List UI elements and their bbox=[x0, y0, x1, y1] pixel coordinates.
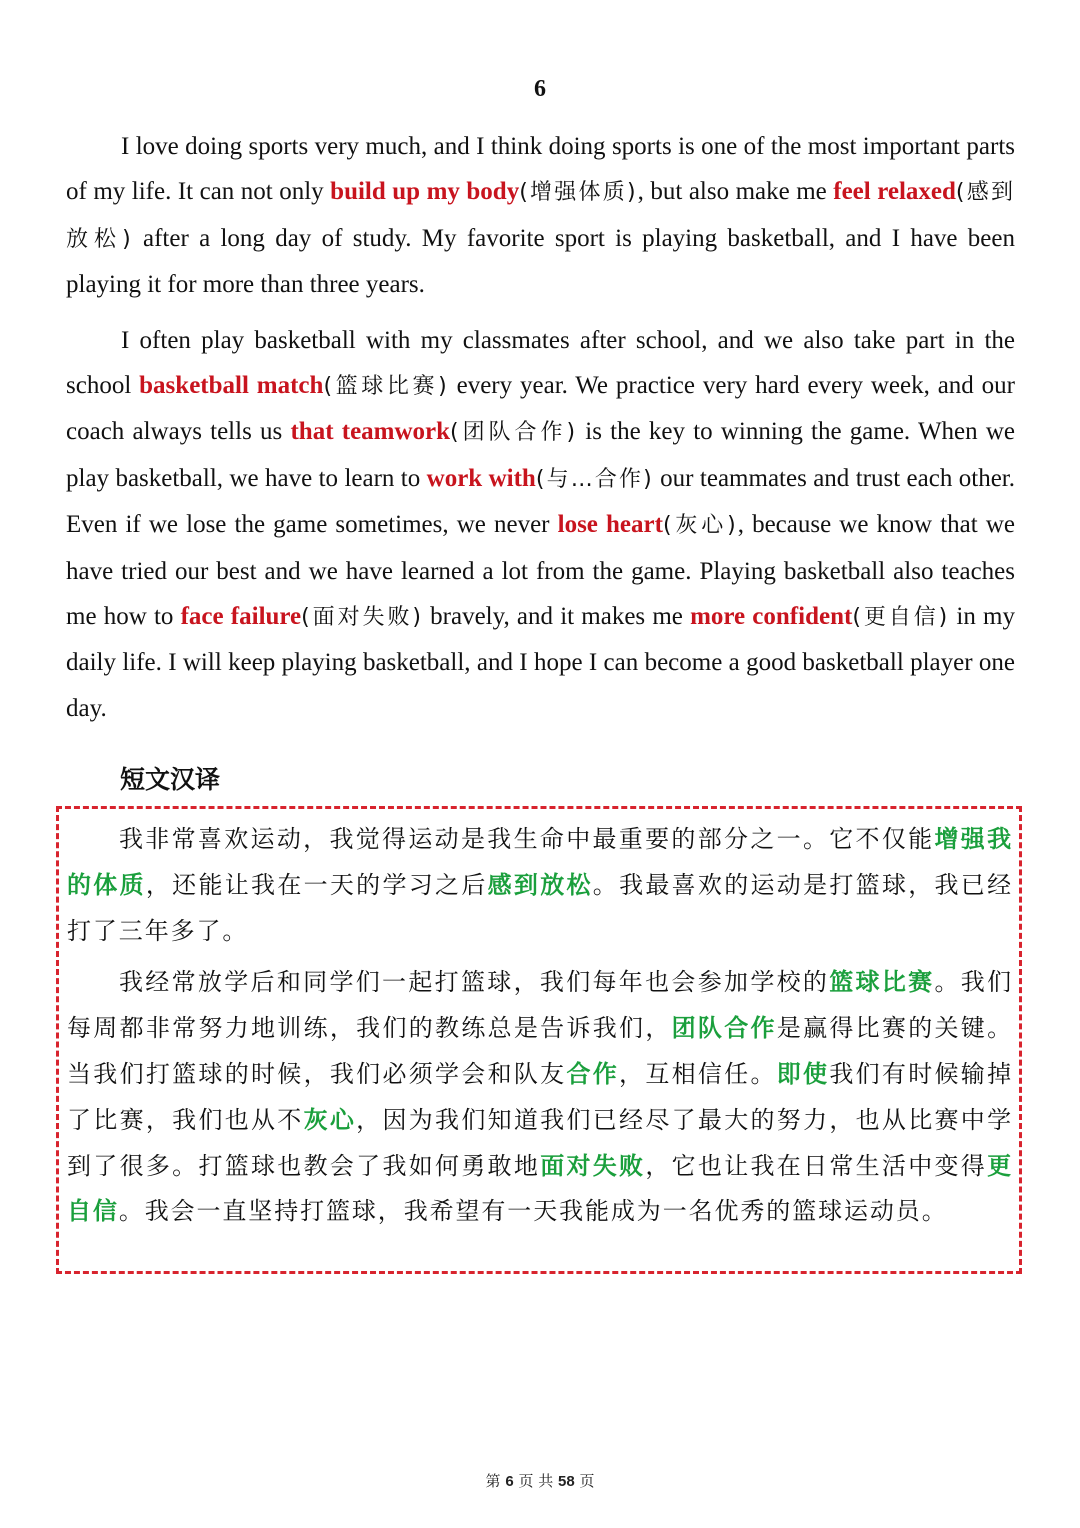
keyword-zh-2: 感到放松 bbox=[487, 870, 593, 899]
translation-text: ，因为我们知道我们已经尽了最大的努力，也从比赛中学到了很多。打篮球也教会了我如何勇敢地 bbox=[67, 1105, 1013, 1180]
footer-total-pages: 58 bbox=[558, 1473, 575, 1490]
keyword-build-up-my-body: build up my body bbox=[330, 178, 520, 206]
keyword-zh-7: 灰心 bbox=[303, 1105, 357, 1134]
translation-text: ，它也让我在日常生活中变得 bbox=[645, 1151, 988, 1180]
keyword-that-teamwork: that teamwork bbox=[290, 418, 451, 446]
footer-text: 页 共 bbox=[518, 1472, 554, 1490]
gloss-miandui-shibai: (面对失败) bbox=[301, 605, 423, 631]
gloss-zengqiang-tizhi: (增强体质) bbox=[519, 180, 638, 206]
keyword-zh-4: 团队合作 bbox=[671, 1014, 777, 1043]
keyword-zh-8: 面对失败 bbox=[540, 1151, 646, 1180]
keyword-work-with: work with bbox=[426, 464, 536, 492]
gloss-gandao-fangsong: (感到放松) bbox=[66, 180, 1015, 252]
essay-paragraph-2 bbox=[66, 318, 1015, 732]
english-essay bbox=[66, 124, 1015, 741]
keyword-more-confident: more confident bbox=[690, 603, 853, 631]
keyword-zh-9: 更自信 bbox=[67, 1151, 1013, 1226]
keyword-zh-3: 篮球比赛 bbox=[829, 968, 935, 997]
keyword-lose-heart: lose heart bbox=[557, 511, 663, 539]
translation-paragraph-1 bbox=[67, 817, 1013, 954]
translation-text: 我们有时候输掉了比赛，我们也从不 bbox=[67, 1059, 1013, 1134]
footer-text: 第 bbox=[485, 1472, 501, 1490]
essay-text: every year. We practice very hard every week, and our coach always tells us bbox=[66, 372, 1015, 446]
gloss-lanqiu-bisai: (篮球比赛) bbox=[323, 374, 449, 400]
keyword-zh-1: 增强我的体质 bbox=[67, 825, 1013, 899]
footer-current-page: 6 bbox=[505, 1473, 514, 1490]
translation-paragraph-2 bbox=[67, 960, 1013, 1235]
footer-text: 页 bbox=[579, 1472, 595, 1490]
translation-text: 我非常喜欢运动，我觉得运动是我生命中最重要的部分之一。它不仅能 bbox=[119, 825, 935, 853]
keyword-zh-5: 合作 bbox=[566, 1059, 620, 1088]
keyword-zh-6: 即使 bbox=[776, 1059, 830, 1088]
translation-text: 我经常放学后和同学们一起打篮球，我们每年也会参加学校的 bbox=[119, 968, 830, 997]
translation-text: 。我会一直坚持打篮球，我希望有一天我能成为一名优秀的篮球运动员。 bbox=[118, 1197, 948, 1226]
page-number-heading: 6 bbox=[534, 76, 546, 102]
essay-text: , because we know that we have tried our best and we have learned a lot from the game. Playing basketball also teaches me how to bbox=[66, 511, 1015, 631]
gloss-huixin: (灰心) bbox=[662, 513, 738, 539]
essay-text: I love doing sports very much, and I think doing sports is one of the most important parts of my life. It can not only bbox=[66, 133, 1015, 206]
translation-text: ，还能让我在一天的学习之后 bbox=[145, 870, 488, 899]
gloss-tuandui-hezuo: (团队合作) bbox=[450, 420, 578, 446]
essay-text: , but also make me bbox=[637, 178, 834, 206]
essay-text: is the key to winning the game. When we play basketball, we have to learn to bbox=[66, 418, 1016, 492]
essay-paragraph-1 bbox=[66, 124, 1015, 308]
essay-text: I often play basketball with my classmates after school, and we also take part in the school bbox=[66, 326, 1015, 400]
translation-text: ，互相信任。 bbox=[619, 1059, 777, 1088]
translation-text: 是赢得比赛的关键。当我们打篮球的时候，我们必须学会和队友 bbox=[67, 1014, 1013, 1088]
gloss-yu-hezuo: (与…合作) bbox=[535, 466, 654, 492]
translation-box bbox=[56, 806, 1022, 1274]
essay-text: after a long day of study. My favorite sport is playing basketball, and I have been playing it for more than three years. bbox=[66, 224, 1016, 299]
essay-text: bravely, and it makes me bbox=[422, 603, 691, 631]
keyword-feel-relaxed: feel relaxed bbox=[833, 178, 956, 206]
translation-text: 。我最喜欢的运动是打篮球，我已经打了三年多了。 bbox=[67, 870, 1013, 945]
translation-text: 。我们每周都非常努力地训练，我们的教练总是告诉我们， bbox=[67, 968, 1013, 1043]
page-footer bbox=[0, 1470, 1080, 1491]
essay-text: our teammates and trust each other. Even if we lose the game sometimes, we never bbox=[66, 464, 1015, 539]
gloss-geng-zixin: (更自信) bbox=[852, 605, 950, 631]
keyword-face-failure: face failure bbox=[180, 603, 302, 631]
keyword-basketball-match: basketball match bbox=[139, 372, 324, 400]
essay-text: in my daily life. I will keep playing basketball, and I hope I can become a good basketball player one day. bbox=[66, 603, 1015, 722]
translation-section-title: 短文汉译 bbox=[120, 765, 221, 794]
